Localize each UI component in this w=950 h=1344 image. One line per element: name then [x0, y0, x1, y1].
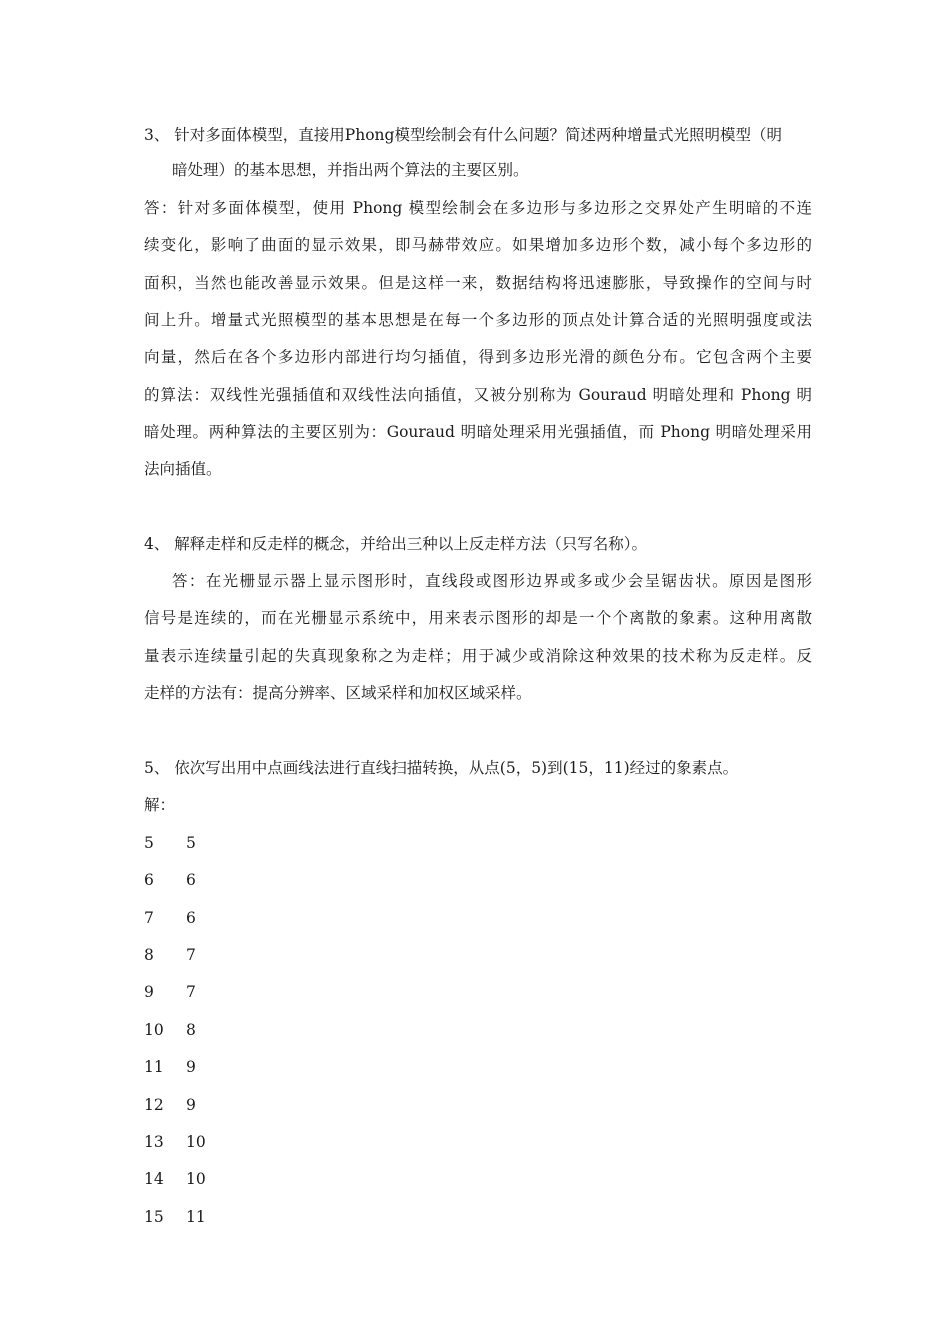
pixel-x: 11: [144, 1058, 164, 1076]
pixel-x: 14: [144, 1170, 164, 1188]
pixel-point-row: [144, 1057, 196, 1077]
pixel-y: 6: [186, 909, 196, 927]
q3-answer-line-1: 答：针对多面体模型，使用 Phong 模型绘制会在多边形与多边形之交界处产生明暗的不连: [144, 199, 812, 217]
pixel-x: 13: [144, 1133, 164, 1151]
pixel-point-row: [144, 1207, 206, 1227]
pixel-x: 12: [144, 1096, 164, 1114]
pixel-y: 7: [186, 946, 196, 964]
q4-answer-line-1: 答：在光栅显示器上显示图形时，直线段或图形边界或多或少会呈锯齿状。原因是图形: [172, 572, 812, 590]
pixel-y: 5: [186, 834, 196, 852]
pixel-x: 7: [144, 909, 154, 927]
q3-answer-line-7: 暗处理。两种算法的主要区别为：Gouraud 明暗处理采用光强插值，而 Phong 明暗处理采用: [144, 423, 812, 441]
q3-answer-line-5: 向量，然后在各个多边形内部进行均匀插值，得到多边形光滑的颜色分布。它包含两个主要: [144, 348, 812, 366]
q3-answer-line-3: 面积，当然也能改善显示效果。但是这样一来，数据结构将迅速膨胀，导致操作的空间与时: [144, 274, 812, 292]
pixel-point-row: [144, 945, 196, 965]
pixel-x: 5: [144, 834, 154, 852]
q3-question-line-1: 3、 针对多面体模型，直接用Phong模型绘制会有什么问题？简述两种增量式光照明模型（明: [144, 126, 782, 144]
pixel-point-row: [144, 870, 196, 890]
q4-answer-line-4: 走样的方法有：提高分辨率、区域采样和加权区域采样。: [144, 684, 532, 702]
pixel-x: 15: [144, 1208, 164, 1226]
pixel-point-row: [144, 1169, 206, 1189]
pixel-point-row: [144, 1132, 206, 1152]
pixel-y: 11: [186, 1208, 206, 1226]
q3-answer-line-4: 间上升。增量式光照模型的基本思想是在每一个多边形的顶点处计算合适的光照明强度或法: [144, 311, 812, 329]
pixel-x: 8: [144, 946, 154, 964]
q5-solution-label: 解：: [144, 796, 176, 814]
pixel-y: 10: [186, 1170, 206, 1188]
pixel-x: 10: [144, 1021, 164, 1039]
q5-question: 5、 依次写出用中点画线法进行直线扫描转换，从点(5，5)到(15，11)经过的象素点。: [144, 759, 739, 777]
pixel-point-row: [144, 908, 196, 928]
pixel-y: 9: [186, 1058, 196, 1076]
pixel-y: 7: [186, 983, 196, 1001]
q3-question-line-2: 暗处理）的基本思想，并指出两个算法的主要区别。: [172, 161, 529, 179]
q4-answer-line-3: 量表示连续量引起的失真现象称之为走样；用于减少或消除这种效果的技术称为反走样。反: [144, 647, 812, 665]
pixel-y: 10: [186, 1133, 206, 1151]
q3-answer-line-2: 续变化，影响了曲面的显示效果，即马赫带效应。如果增加多边形个数，减小每个多边形的: [144, 236, 812, 254]
q3-answer-line-6: 的算法：双线性光强插值和双线性法向插值，又被分别称为 Gouraud 明暗处理和 Phong 明: [144, 386, 812, 404]
pixel-x: 6: [144, 871, 154, 889]
q4-answer-line-2: 信号是连续的，而在光栅显示系统中，用来表示图形的却是一个个离散的象素。这种用离散: [144, 609, 812, 627]
q4-question: 4、 解释走样和反走样的概念，并给出三种以上反走样方法（只写名称）。: [144, 535, 648, 553]
pixel-point-row: [144, 1095, 196, 1115]
pixel-y: 6: [186, 871, 196, 889]
pixel-point-row: [144, 833, 196, 853]
pixel-point-row: [144, 1020, 196, 1040]
pixel-point-row: [144, 982, 196, 1002]
pixel-y: 8: [186, 1021, 196, 1039]
q3-answer-line-8: 法向插值。: [144, 460, 222, 478]
pixel-x: 9: [144, 983, 154, 1001]
pixel-y: 9: [186, 1096, 196, 1114]
